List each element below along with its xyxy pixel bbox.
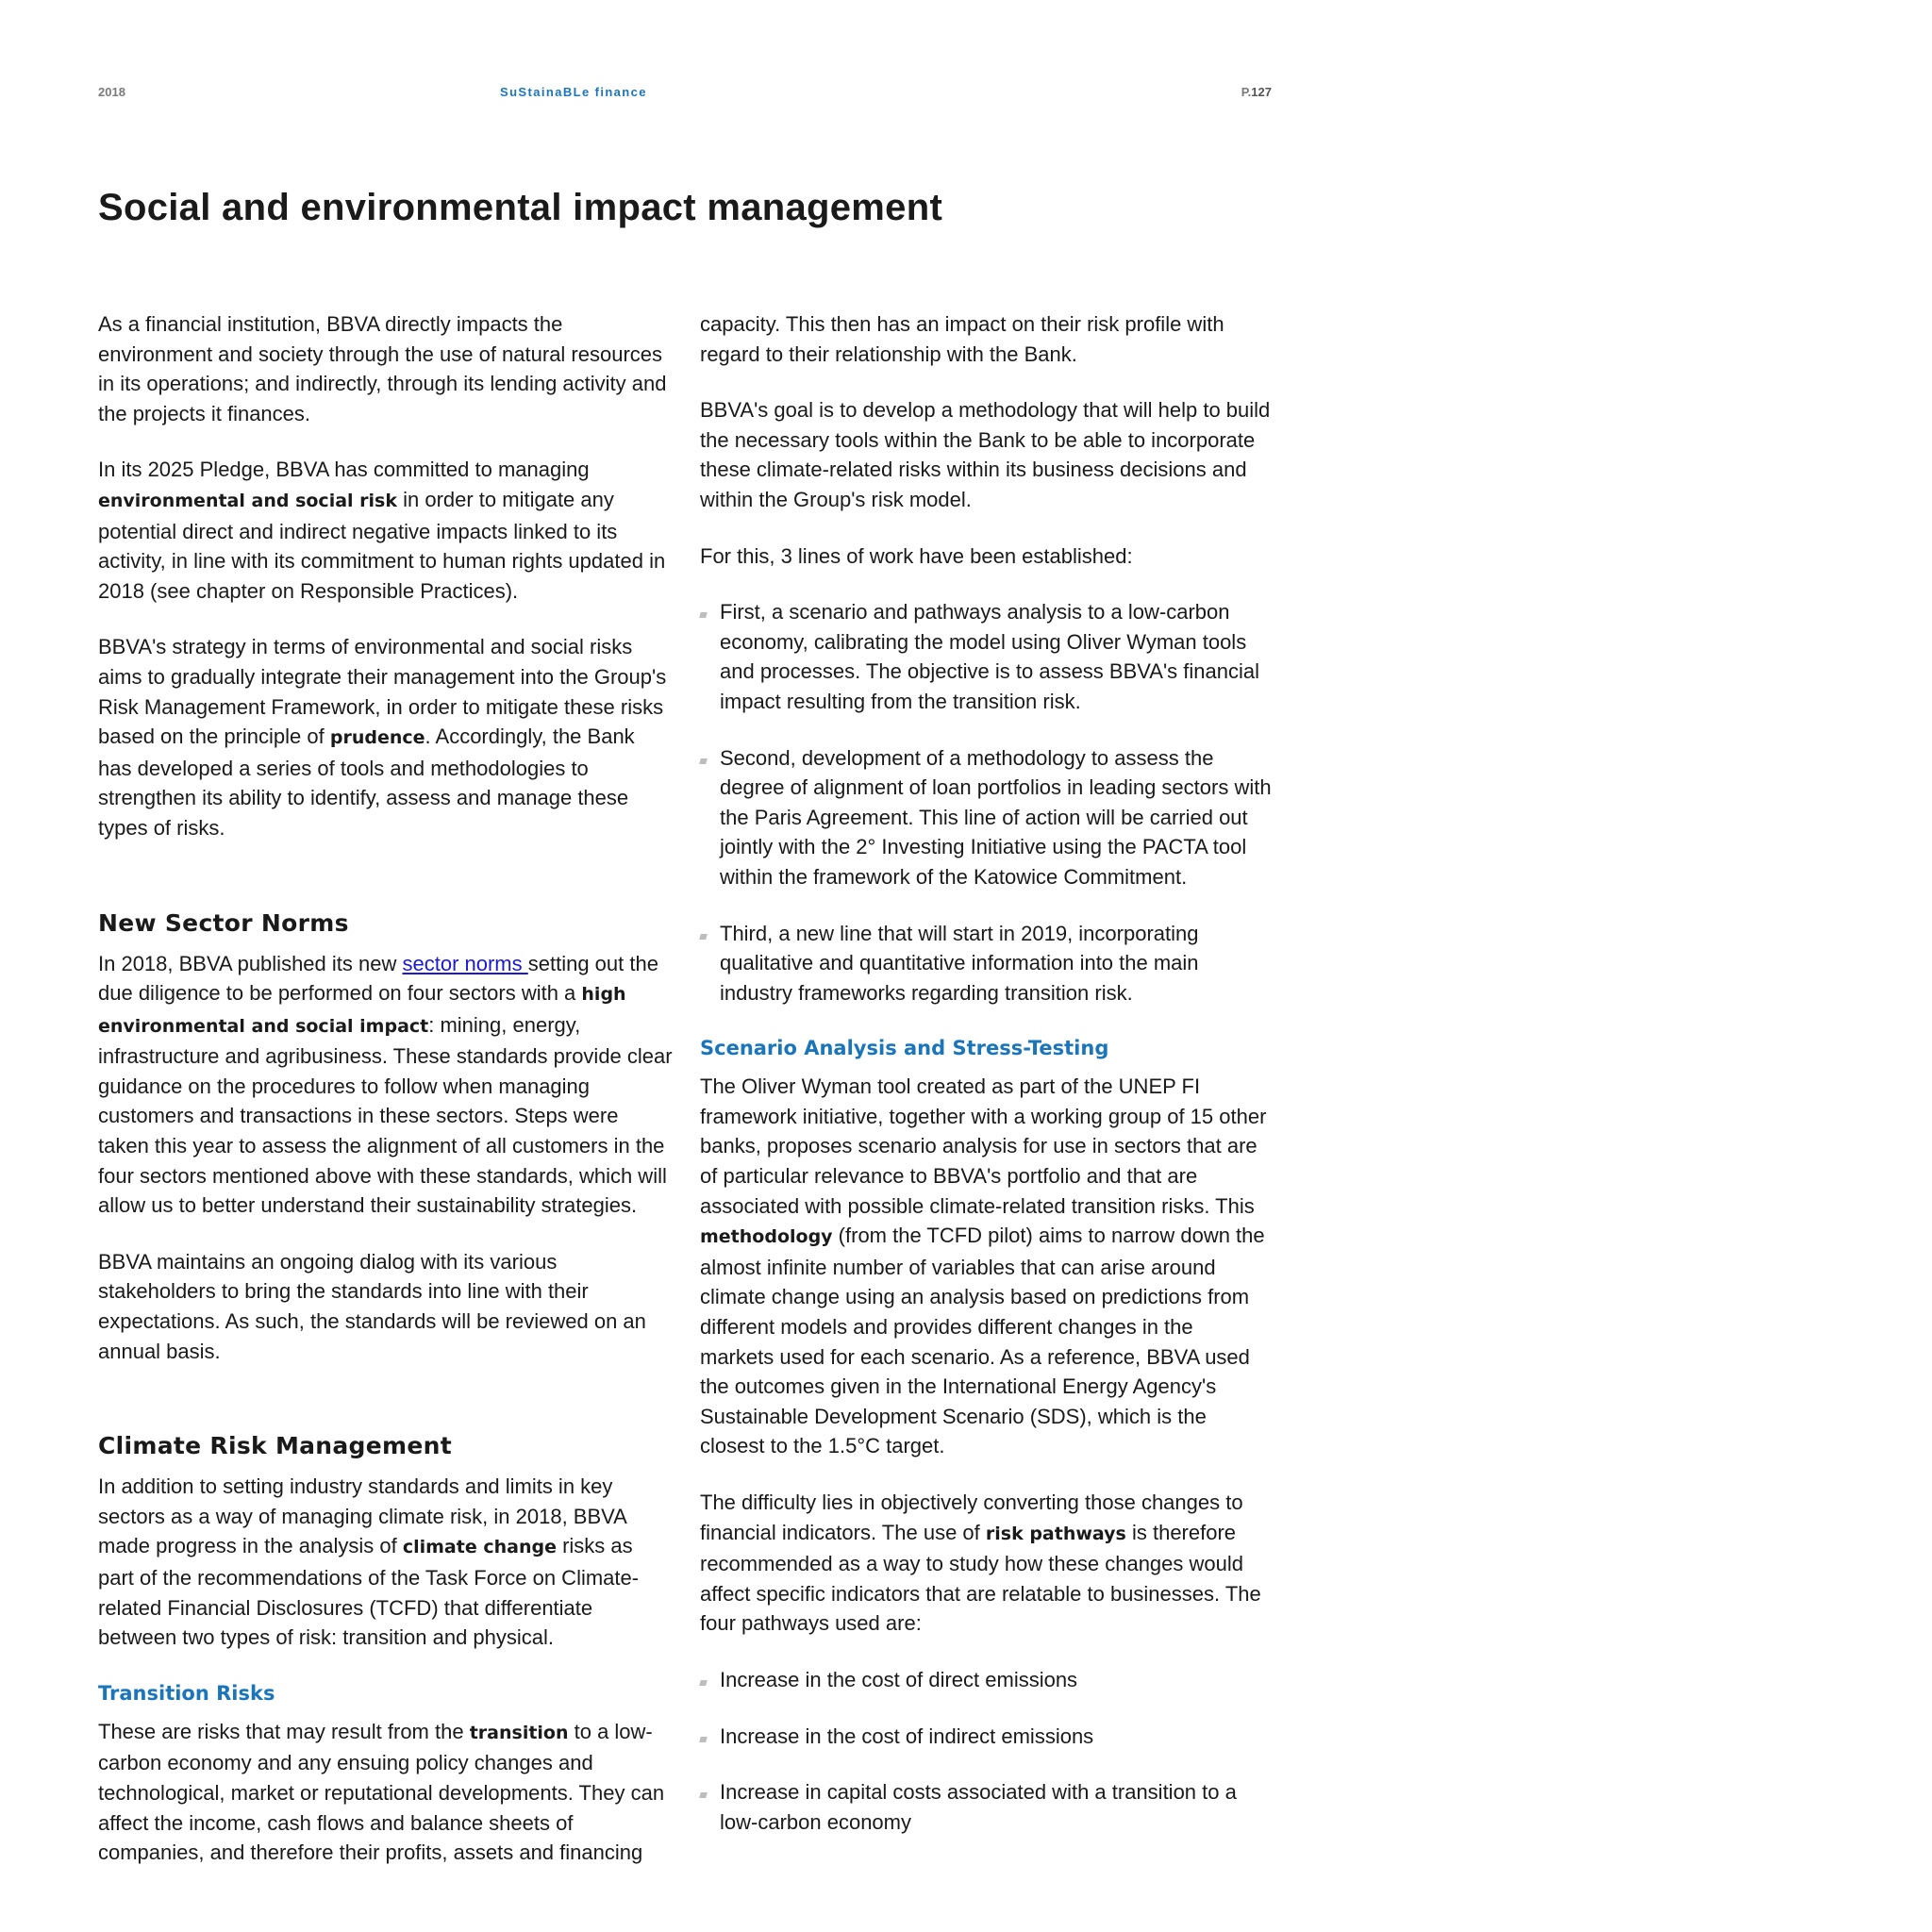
bullet-icon [699, 758, 708, 764]
section-name: SuStainaBLe finance [500, 85, 647, 99]
left-column [98, 309, 674, 1894]
heading-scenario-analysis: Scenario Analysis and Stress-Testing [700, 1037, 1109, 1060]
pathways-list [700, 1665, 1272, 1837]
sector-norms-paragraph: In 2018, BBVA published its new sector norms setting out the due diligence to be performed on four sectors with a high environmental and social impact: mining, energy, infrastructure and agribusiness. These standards provide clear guidance on the procedures to follow when managing customers and transactions in these sectors. Steps were taken this year to assess the alignment of all customers in the four sectors mentioned above with these standards, which will allow us to better understand their sustainability strategies. [98, 951, 673, 1218]
page-title: Social and environmental impact management [98, 187, 943, 228]
list-item: First, a scenario and pathways analysis to a low-carbon economy, calibrating the model using Oliver Wyman tools and processes. The objective is to assess BBVA's financial impact resulting from the transition risk. [700, 597, 1272, 716]
sector-norms-link[interactable]: sector norms [402, 951, 528, 975]
page-number: P.127 [1241, 85, 1272, 99]
dialog-paragraph: BBVA maintains an ongoing dialog with its various stakeholders to bring the standards into line with their expectations. As such, the standards will be reviewed on an annual basis. [98, 1249, 646, 1363]
list-item: Increase in the cost of direct emissions [700, 1665, 1272, 1695]
list-item: Third, a new line that will start in 2019, incorporating qualitative and quantitative information into the main industry frameworks regarding transition risk. [700, 919, 1272, 1008]
bullet-icon [699, 934, 708, 940]
heading-transition-risks: Transition Risks [98, 1681, 275, 1705]
oliver-wyman-paragraph: The Oliver Wyman tool created as part of the UNEP FI framework initiative, together with a working group of 15 other banks, proposes scenario analysis for use in sectors that are of particular relevance to BBVA's portfolio and that are associated with possible climate-related transition risks. This methodology (from the TCFD pilot) aims to narrow down the almost infinite number of variables that can arise around climate change using an analysis based on predictions from different models and provides different changes in the markets used for each scenario. As a reference, BBVA used the outcomes given in the International Energy Agency's Sustainable Development Scenario (SDS), which is the closest to the 1.5°C target. [700, 1074, 1267, 1458]
pledge-paragraph: In its 2025 Pledge, BBVA has committed to managing environmental and social risk in order to mitigate any potential direct and indirect negative impacts linked to its activity, in line with its commitment to human rights updated in 2018 (see chapter on Responsible Practices). [98, 458, 666, 603]
list-item: Increase in the cost of indirect emissions [700, 1722, 1272, 1752]
bullet-icon [699, 1680, 708, 1686]
intro-paragraph: As a financial institution, BBVA directly impacts the environment and society through the use of natural resources in its operations; and indirectly, through its lending activity and the projects it finances. [98, 312, 667, 425]
list-item: Second, development of a methodology to assess the degree of alignment of loan portfolios in leading sectors with the Paris Agreement. This line of action will be carried out jointly with the 2° Investing Initiative using the PACTA tool within the framework of the Katowice Commitment. [700, 743, 1272, 892]
page-header [98, 85, 1272, 104]
pathways-paragraph: The difficulty lies in objectively converting those changes to financial indicators. The use of risk pathways is therefore recommended as a way to study how these changes would affect specific indicators that are relatable to businesses. The four pathways used are: [700, 1491, 1261, 1636]
right-column [700, 309, 1272, 1863]
heading-climate-risk: Climate Risk Management [98, 1432, 452, 1460]
bullet-icon [699, 1737, 708, 1742]
lines-of-work-list [700, 597, 1272, 1008]
heading-new-sector-norms: New Sector Norms [98, 908, 349, 937]
bullet-icon [699, 612, 708, 618]
goal-paragraph: BBVA's goal is to develop a methodology that will help to build the necessary tools within the Bank to be able to incorporate these climate-related risks within its business decisions and within the Group's risk model. [700, 398, 1271, 511]
strategy-paragraph: BBVA's strategy in terms of environmental and social risks aims to gradually integrate their management into the Group's Risk Management Framework, in order to mitigate these risks based on the principle of prudence. Accordingly, the Bank has developed a series of tools and methodologies to strengthen its ability to identify, assess and manage these types of risks. [98, 635, 667, 840]
capacity-paragraph: capacity. This then has an impact on their risk profile with regard to their relationship with the Bank. [700, 312, 1224, 366]
bullet-icon [699, 1792, 708, 1798]
climate-paragraph: In addition to setting industry standards and limits in key sectors as a way of managing climate risk, in 2018, BBVA made progress in the analysis of climate change risks as part of the recommendations of the Task Force on Climate-related Financial Disclosures (TCFD) that differentiate between two types of risk: transition and physical. [98, 1474, 640, 1650]
transition-paragraph: These are risks that may result from the transition to a low-carbon economy and any ensuing policy changes and technological, market or reputational developments. They can affect the income, cash flows and balance sheets of companies, and therefore their profits, assets and financing [98, 1719, 665, 1865]
lines-intro: For this, 3 lines of work have been established: [700, 543, 1133, 568]
list-item: Increase in capital costs associated with a transition to a low-carbon economy [700, 1777, 1272, 1837]
report-year: 2018 [98, 85, 125, 99]
